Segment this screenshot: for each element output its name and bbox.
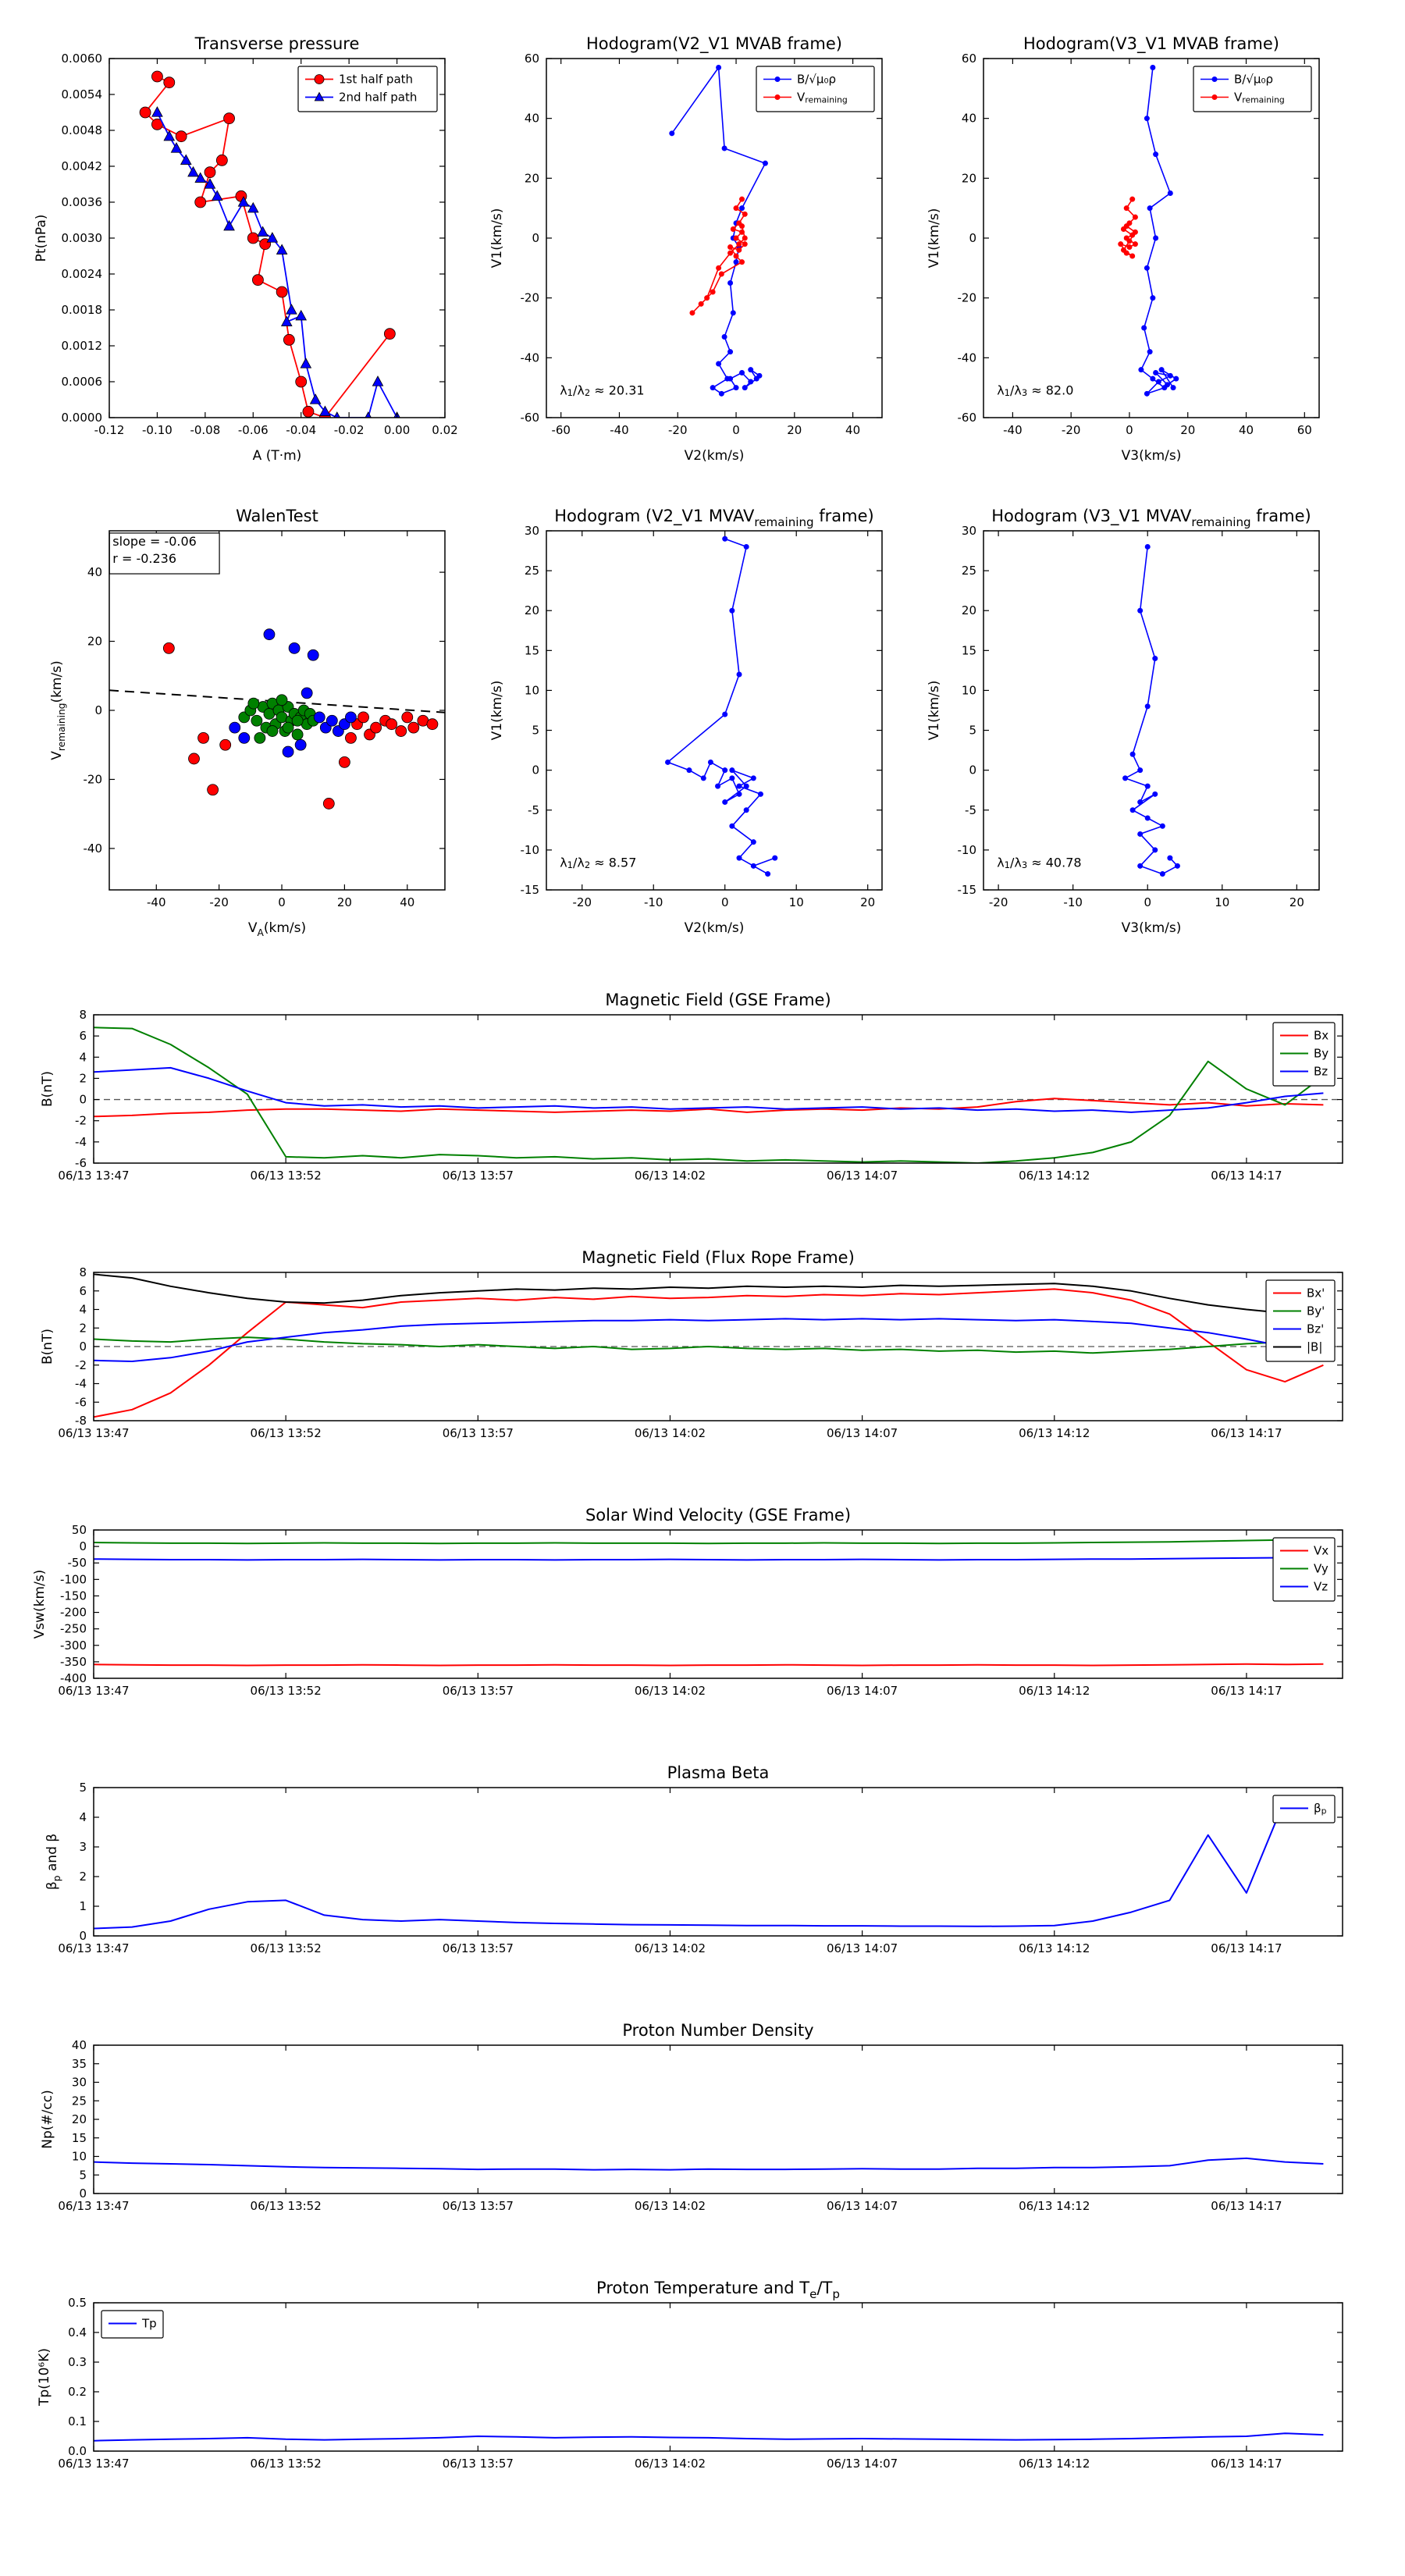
svg-text:-10: -10 <box>957 842 976 857</box>
svg-text:20: 20 <box>961 170 976 185</box>
svg-text:06/13 14:17: 06/13 14:17 <box>1211 1426 1282 1441</box>
svg-text:06/13 14:12: 06/13 14:12 <box>1019 1684 1090 1699</box>
svg-text:0.2: 0.2 <box>68 2384 87 2399</box>
svg-text:Hodogram(V3_V1 MVAB frame): Hodogram(V3_V1 MVAB frame) <box>1023 34 1279 53</box>
svg-text:0.0006: 0.0006 <box>61 374 102 389</box>
svg-text:-5: -5 <box>528 802 539 817</box>
svg-text:0: 0 <box>732 423 740 438</box>
panel-walen-test <box>31 488 468 960</box>
svg-text:-0.12: -0.12 <box>94 423 125 438</box>
svg-text:06/13 14:12: 06/13 14:12 <box>1019 1169 1090 1183</box>
svg-text:8: 8 <box>79 1007 87 1022</box>
svg-text:06/13 14:02: 06/13 14:02 <box>634 1941 706 1956</box>
svg-text:25: 25 <box>524 563 539 578</box>
svg-text:-2: -2 <box>75 1357 87 1372</box>
svg-text:30: 30 <box>524 523 539 538</box>
svg-text:-250: -250 <box>59 1621 87 1636</box>
svg-text:0.0030: 0.0030 <box>61 230 102 245</box>
svg-text:06/13 14:17: 06/13 14:17 <box>1211 2199 1282 2214</box>
panel-hodogram-v2v1-mvav <box>468 488 905 960</box>
svg-text:3: 3 <box>79 1839 87 1854</box>
svg-text:20: 20 <box>860 895 876 910</box>
svg-text:10: 10 <box>71 2149 87 2163</box>
svg-text:-0.10: -0.10 <box>142 423 173 438</box>
svg-text:0.5: 0.5 <box>68 2295 87 2310</box>
svg-text:06/13 13:52: 06/13 13:52 <box>250 1684 322 1699</box>
svg-text:20: 20 <box>787 423 802 438</box>
svg-text:-60: -60 <box>520 410 539 425</box>
svg-text:-100: -100 <box>59 1571 87 1586</box>
svg-text:2: 2 <box>79 1320 87 1335</box>
svg-text:0.4: 0.4 <box>68 2325 87 2339</box>
svg-text:20: 20 <box>961 603 976 617</box>
panel-proton-temperature <box>23 2273 1397 2507</box>
svg-text:0: 0 <box>79 1539 87 1553</box>
svg-text:06/13 13:57: 06/13 13:57 <box>442 1941 514 1956</box>
svg-text:06/13 13:52: 06/13 13:52 <box>250 1941 322 1956</box>
svg-text:Vy: Vy <box>1314 1561 1329 1575</box>
svg-text:V1(km/s): V1(km/s) <box>489 680 505 741</box>
svg-text:0: 0 <box>969 763 976 777</box>
svg-text:35: 35 <box>71 2056 87 2071</box>
svg-text:06/13 14:02: 06/13 14:02 <box>634 2457 706 2471</box>
svg-text:06/13 14:17: 06/13 14:17 <box>1211 1941 1282 1956</box>
svg-text:-5: -5 <box>965 802 976 817</box>
svg-text:-2: -2 <box>75 1113 87 1128</box>
svg-text:06/13 13:52: 06/13 13:52 <box>250 2457 322 2471</box>
svg-text:-0.08: -0.08 <box>190 423 221 438</box>
svg-text:V3(km/s): V3(km/s) <box>1121 920 1182 936</box>
svg-text:-20: -20 <box>83 771 102 786</box>
svg-text:|B|: |B| <box>1307 1340 1323 1354</box>
svg-text:0.02: 0.02 <box>432 423 458 438</box>
svg-text:-40: -40 <box>83 841 102 856</box>
svg-text:0.0042: 0.0042 <box>61 158 102 173</box>
svg-text:40: 40 <box>71 2037 87 2052</box>
svg-text:0.0018: 0.0018 <box>61 302 102 317</box>
svg-text:-20: -20 <box>988 895 1008 910</box>
svg-text:Bx': Bx' <box>1307 1286 1325 1300</box>
svg-text:5: 5 <box>969 723 976 738</box>
svg-text:0: 0 <box>79 1339 87 1354</box>
svg-text:0.0048: 0.0048 <box>61 123 102 137</box>
svg-text:Bx: Bx <box>1314 1028 1329 1042</box>
svg-text:βp: $\beta_p$ <box>1314 1801 1327 1816</box>
svg-text:-6: -6 <box>75 1394 87 1409</box>
svg-text:06/13 13:52: 06/13 13:52 <box>250 1169 322 1183</box>
svg-text:06/13 13:47: 06/13 13:47 <box>58 2457 130 2471</box>
svg-text:Bz': Bz' <box>1307 1322 1325 1336</box>
svg-text:Vremaining(km/s): $V_{remaining}(km/s)$ <box>49 660 67 760</box>
svg-text:V3(km/s): V3(km/s) <box>1121 448 1182 464</box>
svg-text:60: 60 <box>1297 423 1312 438</box>
svg-text:-60: -60 <box>957 410 976 425</box>
svg-text:B(nT): B(nT) <box>40 1070 55 1108</box>
svg-text:Hodogram(V2_V1 MVAB frame): Hodogram(V2_V1 MVAB frame) <box>586 34 842 53</box>
svg-text:-60: -60 <box>551 423 571 438</box>
svg-text:06/13 14:07: 06/13 14:07 <box>826 1169 898 1183</box>
svg-text:0: 0 <box>79 2186 87 2201</box>
svg-text:06/13 13:52: 06/13 13:52 <box>250 1426 322 1441</box>
svg-text:-0.06: -0.06 <box>237 423 269 438</box>
svg-text:Plasma Beta: Plasma Beta <box>667 1763 770 1782</box>
panel-transverse-pressure <box>31 16 468 488</box>
svg-text:25: 25 <box>961 563 976 578</box>
svg-text:06/13 14:02: 06/13 14:02 <box>634 2199 706 2214</box>
svg-text:06/13 13:52: 06/13 13:52 <box>250 2199 322 2214</box>
svg-text:06/13 14:17: 06/13 14:17 <box>1211 1169 1282 1183</box>
svg-text:Magnetic Field (Flux Rope Fram: Magnetic Field (Flux Rope Frame) <box>582 1248 855 1267</box>
svg-text:By: By <box>1314 1046 1329 1060</box>
svg-text:8: 8 <box>79 1265 87 1279</box>
svg-text:Pt(nPa): Pt(nPa) <box>34 214 49 262</box>
svg-text:06/13 14:02: 06/13 14:02 <box>634 1426 706 1441</box>
panel-magnetic-field-gse <box>23 985 1397 1219</box>
svg-text:-6: -6 <box>75 1155 87 1170</box>
svg-text:0.0036: 0.0036 <box>61 194 102 209</box>
svg-text:0: 0 <box>1144 895 1151 910</box>
svg-text:-0.04: -0.04 <box>286 423 317 438</box>
svg-text:-40: -40 <box>1003 423 1023 438</box>
svg-text:10: 10 <box>788 895 804 910</box>
svg-text:-20: -20 <box>668 423 688 438</box>
svg-text:V2(km/s): V2(km/s) <box>684 920 745 936</box>
svg-text:4: 4 <box>79 1809 87 1824</box>
svg-text:Proton Temperature and Te/Tp: Proton Temperature and $T_e/T_p$ <box>596 2279 840 2301</box>
svg-text:06/13 14:12: 06/13 14:12 <box>1019 2457 1090 2471</box>
svg-text:0.0: 0.0 <box>68 2443 87 2458</box>
svg-text:0: 0 <box>79 1092 87 1107</box>
svg-text:0: 0 <box>94 703 102 717</box>
svg-text:60: 60 <box>524 51 539 66</box>
svg-text:-10: -10 <box>643 895 663 910</box>
svg-text:Vz: Vz <box>1314 1579 1329 1593</box>
svg-text:4: 4 <box>79 1049 87 1064</box>
svg-text:15: 15 <box>524 642 539 657</box>
svg-text:Tp(10⁶K): Tp(10⁶K) <box>37 2347 52 2407</box>
svg-text:5: 5 <box>532 723 539 738</box>
svg-text:V1(km/s): V1(km/s) <box>927 208 942 269</box>
panel-hodogram-v3v1-mvab <box>905 16 1343 488</box>
svg-text:-10: -10 <box>520 842 539 857</box>
svg-text:B(nT): B(nT) <box>40 1328 55 1365</box>
svg-text:B/√μ₀ρ: B/√μ₀ρ <box>797 72 836 86</box>
svg-text:5: 5 <box>79 1780 87 1795</box>
svg-text:VA(km/s): $V_A(km/s)$ <box>247 920 307 938</box>
svg-text:-200: -200 <box>59 1605 87 1620</box>
svg-text:06/13 14:12: 06/13 14:12 <box>1019 1941 1090 1956</box>
svg-text:0: 0 <box>1126 423 1133 438</box>
svg-text:-400: -400 <box>59 1670 87 1685</box>
svg-text:06/13 14:07: 06/13 14:07 <box>826 1426 898 1441</box>
svg-text:-40: -40 <box>610 423 629 438</box>
svg-text:βp and β: $\beta_p$ and β <box>44 1833 62 1891</box>
svg-text:-20: -20 <box>209 895 229 910</box>
svg-text:20: 20 <box>524 603 539 617</box>
svg-text:-15: -15 <box>520 882 539 897</box>
svg-text:-20: -20 <box>520 290 539 305</box>
svg-text:By': By' <box>1307 1304 1325 1318</box>
svg-text:10: 10 <box>961 682 976 697</box>
svg-text:06/13 14:07: 06/13 14:07 <box>826 2457 898 2471</box>
svg-text:06/13 13:47: 06/13 13:47 <box>58 2199 130 2214</box>
svg-text:Tp: Tp <box>142 2316 157 2330</box>
svg-text:Vx: Vx <box>1314 1543 1329 1557</box>
svg-text:Proton Number Density: Proton Number Density <box>622 2021 814 2040</box>
svg-text:06/13 14:12: 06/13 14:12 <box>1019 2199 1090 2214</box>
svg-text:-150: -150 <box>59 1588 87 1603</box>
svg-text:06/13 13:57: 06/13 13:57 <box>442 1169 514 1183</box>
svg-text:15: 15 <box>961 642 976 657</box>
svg-text:-300: -300 <box>59 1638 87 1653</box>
svg-text:Vsw(km/s): Vsw(km/s) <box>32 1569 48 1639</box>
svg-text:25: 25 <box>71 2093 87 2108</box>
svg-text:50: 50 <box>71 1522 87 1537</box>
svg-text:-10: -10 <box>1063 895 1083 910</box>
svg-text:40: 40 <box>87 564 102 579</box>
svg-text:60: 60 <box>961 51 976 66</box>
svg-text:2: 2 <box>79 1070 87 1085</box>
svg-text:Bz: Bz <box>1314 1064 1329 1078</box>
svg-text:06/13 13:57: 06/13 13:57 <box>442 1684 514 1699</box>
svg-text:20: 20 <box>71 2112 87 2126</box>
svg-text:0.3: 0.3 <box>68 2354 87 2369</box>
svg-text:06/13 14:17: 06/13 14:17 <box>1211 2457 1282 2471</box>
panel-solar-wind-velocity <box>23 1500 1397 1735</box>
svg-text:Hodogram (V3_V1 MVAVremaining: Hodogram (V3_V1 $MVAV_{remaining}$ frame) <box>991 507 1311 529</box>
svg-text:6: 6 <box>79 1028 87 1043</box>
svg-text:-20: -20 <box>572 895 592 910</box>
svg-text:15: 15 <box>71 2130 87 2145</box>
svg-text:40: 40 <box>845 423 861 438</box>
svg-text:-350: -350 <box>59 1654 87 1669</box>
svg-text:Transverse pressure: Transverse pressure <box>194 34 360 53</box>
svg-text:0: 0 <box>532 763 539 777</box>
panel-hodogram-v2v1-mvab <box>468 16 905 488</box>
svg-text:30: 30 <box>71 2075 87 2089</box>
svg-text:Np(#/cc): Np(#/cc) <box>40 2090 55 2149</box>
svg-text:r = -0.236: r = -0.236 <box>112 550 177 566</box>
svg-text:20: 20 <box>524 170 539 185</box>
svg-text:4: 4 <box>79 1302 87 1316</box>
svg-text:-40: -40 <box>520 350 539 365</box>
svg-text:0.0060: 0.0060 <box>61 51 102 66</box>
svg-text:20: 20 <box>1289 895 1304 910</box>
svg-text:1: 1 <box>79 1898 87 1913</box>
svg-text:20: 20 <box>336 895 352 910</box>
svg-text:Magnetic Field (GSE Frame): Magnetic Field (GSE Frame) <box>605 991 831 1009</box>
svg-text:40: 40 <box>400 895 415 910</box>
svg-text:Vremaining: $V_{remaining}$ <box>797 90 848 105</box>
svg-text:5: 5 <box>79 2167 87 2182</box>
svg-text:-20: -20 <box>957 290 976 305</box>
svg-text:40: 40 <box>1238 423 1254 438</box>
svg-text:06/13 13:47: 06/13 13:47 <box>58 1426 130 1441</box>
svg-text:Vremaining: $V_{remaining}$ <box>1234 90 1285 105</box>
svg-text:0: 0 <box>278 895 286 910</box>
svg-text:-8: -8 <box>75 1413 87 1428</box>
svg-text:0.1: 0.1 <box>68 2414 87 2428</box>
svg-text:-40: -40 <box>147 895 166 910</box>
svg-text:-4: -4 <box>75 1376 87 1390</box>
svg-text:10: 10 <box>524 682 539 697</box>
svg-text:Solar Wind Velocity (GSE Frame: Solar Wind Velocity (GSE Frame) <box>585 1506 852 1525</box>
svg-text:λ1/λ2 ≈ 8.57: $\lambda_1/\lambda_2 \approx 8.57$ <box>560 855 637 870</box>
svg-text:A (T·m): A (T·m) <box>252 448 302 464</box>
svg-text:06/13 13:47: 06/13 13:47 <box>58 1169 130 1183</box>
svg-text:06/13 14:07: 06/13 14:07 <box>826 1941 898 1956</box>
svg-text:-4: -4 <box>75 1134 87 1149</box>
svg-text:0: 0 <box>969 230 976 245</box>
svg-text:40: 40 <box>524 111 539 126</box>
svg-text:10: 10 <box>1215 895 1230 910</box>
svg-text:6: 6 <box>79 1283 87 1298</box>
svg-text:20: 20 <box>87 634 102 649</box>
svg-text:06/13 13:57: 06/13 13:57 <box>442 2199 514 2214</box>
svg-text:-50: -50 <box>67 1555 87 1570</box>
svg-text:20: 20 <box>1180 423 1196 438</box>
svg-text:06/13 13:57: 06/13 13:57 <box>442 1426 514 1441</box>
svg-text:06/13 14:02: 06/13 14:02 <box>634 1684 706 1699</box>
svg-text:2: 2 <box>79 1869 87 1884</box>
panel-magnetic-field-flux-rope <box>23 1243 1397 1477</box>
svg-text:λ1/λ2 ≈ 20.31: $\lambda_1/\lambda_2 \approx 20.31$ <box>560 382 645 398</box>
svg-text:06/13 13:57: 06/13 13:57 <box>442 2457 514 2471</box>
svg-text:WalenTest: WalenTest <box>236 507 318 525</box>
svg-text:λ1/λ3 ≈ 82.0: $\lambda_1/\lambda_3 \approx 82.0$ <box>997 382 1074 398</box>
svg-text:0.0024: 0.0024 <box>61 266 102 281</box>
svg-text:06/13 13:47: 06/13 13:47 <box>58 1941 130 1956</box>
svg-text:06/13 13:47: 06/13 13:47 <box>58 1684 130 1699</box>
svg-text:slope = -0.06: slope = -0.06 <box>112 533 197 549</box>
svg-text:0: 0 <box>720 895 729 910</box>
panel-plasma-beta <box>23 1758 1397 1992</box>
svg-text:30: 30 <box>961 523 976 538</box>
svg-text:1st half path: 1st half path <box>339 72 414 86</box>
svg-text:0.00: 0.00 <box>383 423 411 438</box>
svg-text:0.0012: 0.0012 <box>61 338 102 353</box>
svg-text:-20: -20 <box>1061 423 1081 438</box>
svg-text:0: 0 <box>79 1928 87 1943</box>
svg-text:0: 0 <box>532 230 539 245</box>
svg-text:V2(km/s): V2(km/s) <box>684 448 745 464</box>
svg-text:06/13 14:07: 06/13 14:07 <box>826 1684 898 1699</box>
panel-proton-number-density <box>23 2016 1397 2250</box>
svg-text:0.0000: 0.0000 <box>61 410 102 425</box>
svg-text:-15: -15 <box>957 882 976 897</box>
svg-text:-0.02: -0.02 <box>333 423 365 438</box>
svg-text:V1(km/s): V1(km/s) <box>927 680 942 741</box>
svg-text:40: 40 <box>961 111 976 126</box>
svg-text:λ1/λ3 ≈ 40.78: $\lambda_1/\lambda_3 \approx 40.78$ <box>997 855 1082 870</box>
svg-text:06/13 14:12: 06/13 14:12 <box>1019 1426 1090 1441</box>
panel-hodogram-v3v1-mvav <box>905 488 1343 960</box>
svg-text:-40: -40 <box>957 350 976 365</box>
svg-text:B/√μ₀ρ: B/√μ₀ρ <box>1234 72 1273 86</box>
svg-text:Hodogram (V2_V1 MVAVremaining: Hodogram (V2_V1 $MVAV_{remaining}$ frame) <box>554 507 874 529</box>
svg-text:0.0054: 0.0054 <box>61 87 102 101</box>
svg-text:2nd half path: 2nd half path <box>339 90 418 104</box>
svg-text:06/13 14:02: 06/13 14:02 <box>634 1169 706 1183</box>
svg-text:06/13 14:17: 06/13 14:17 <box>1211 1684 1282 1699</box>
svg-text:06/13 14:07: 06/13 14:07 <box>826 2199 898 2214</box>
svg-text:V1(km/s): V1(km/s) <box>489 208 505 269</box>
